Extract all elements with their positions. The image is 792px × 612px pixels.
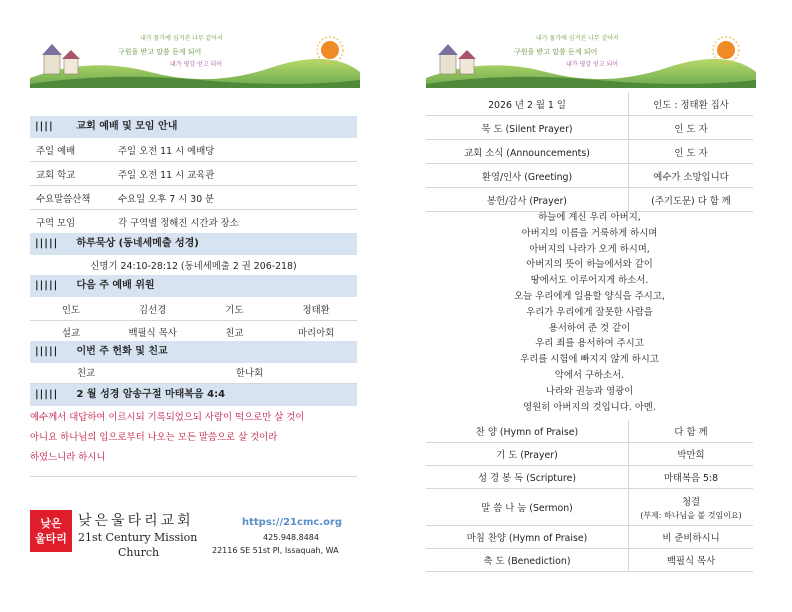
table-row — [426, 466, 753, 489]
order-item: 말 씀 나 눔 (Sermon) — [426, 489, 629, 526]
section-title: 하루묵상 (동네세메출 성경) — [76, 238, 199, 249]
section-bars: |||| — [35, 121, 54, 132]
prayer-line: 땅에서도 이루어지게 하소서. — [530, 275, 649, 287]
order-person: 예수가 소망입니다 — [629, 164, 754, 188]
row-label: 구역 모임 — [30, 210, 112, 234]
prayer-line: 영원히 아버지의 것입니다. 아멘. — [523, 401, 656, 413]
phone-number: 425.948.8484 — [263, 533, 319, 542]
section-title: 다음 주 예배 위원 — [76, 280, 155, 291]
prayer-line: 용서하여 준 것 같이 — [548, 322, 631, 334]
section-header-offering — [30, 341, 357, 363]
service-info-table — [30, 138, 357, 234]
banner-text-3: 내가 평강 얻고 되어 — [566, 61, 619, 68]
role-cell: 친교 — [194, 321, 276, 344]
row-value: 수요일 오후 7 시 30 분 — [112, 186, 357, 210]
table-row — [30, 298, 357, 321]
order-item: 찬 양 (Hymn of Praise) — [426, 420, 629, 443]
table-row — [426, 164, 753, 188]
verse-line: 예수께서 대답하여 이르시되 기록되었으되 사람이 떡으로만 살 것이 — [30, 412, 305, 423]
order-item: 봉헌/감사 (Prayer) — [426, 188, 629, 212]
memory-verse — [30, 408, 350, 468]
section-header-memory — [30, 384, 357, 406]
order-item: 2026 년 2 월 1 일 — [426, 92, 629, 116]
table-row — [426, 92, 753, 116]
table-row — [426, 549, 753, 572]
logo-line: 낮은 — [40, 517, 62, 530]
prayer-line: 악에서 구하소서. — [554, 369, 625, 381]
role-cell: 마리아회 — [275, 321, 357, 344]
section-header-service — [30, 116, 357, 138]
banner-text-2: 구원을 받고 말씀 듣게 되어 — [514, 48, 598, 56]
role-cell: 설교 — [30, 321, 112, 344]
row-value: 주일 오전 11 시 교육관 — [112, 162, 357, 186]
offering-table — [30, 361, 357, 384]
order-person: 박만희 — [629, 443, 754, 466]
prayer-line: 우리를 시험에 빠지지 않게 하시고 — [520, 354, 659, 366]
table-row — [426, 443, 753, 466]
row-label: 교회 학교 — [30, 162, 112, 186]
prayer-line: 우리 죄를 용서하여 주시고 — [535, 338, 644, 350]
order-person: 마태복음 5:8 — [629, 466, 754, 489]
row-label: 주일 예배 — [30, 138, 112, 162]
order-person: (주기도문) 다 함 께 — [629, 188, 754, 212]
banner-illustration — [30, 28, 360, 88]
table-row — [30, 138, 357, 162]
section-header-devotion — [30, 233, 357, 255]
offering-value: 한나회 — [142, 361, 357, 384]
order-person: 인 도 자 — [629, 116, 754, 140]
banner-text-2: 구원을 받고 말씀 듣게 되어 — [118, 48, 202, 56]
table-row — [30, 210, 357, 234]
worship-order-top — [426, 92, 753, 212]
banner-text-3: 내가 평강 얻고 되어 — [170, 61, 223, 68]
table-row — [426, 420, 753, 443]
section-bars: ||||| — [35, 280, 59, 291]
order-person: 인도 : 정태환 집사 — [629, 92, 754, 116]
divider — [30, 476, 357, 477]
verse-line: 하였느니라 하시니 — [30, 452, 106, 463]
section-bars: ||||| — [35, 238, 59, 249]
devotion-reading: 신명기 24:10-28:12 (동네세메출 2 권 206-218) — [90, 261, 297, 272]
role-cell: 인도 — [30, 298, 112, 321]
prayer-line: 아버지의 뜻이 하늘에서와 같이 — [526, 259, 653, 271]
role-cell: 백필식 목사 — [112, 321, 194, 344]
section-title: 교회 예배 및 모임 안내 — [76, 121, 178, 132]
sermon-title: 청결 — [681, 496, 701, 508]
prayer-line: 아버지의 이름을 거룩하게 하시며 — [521, 227, 658, 239]
order-item: 환영/인사 (Greeting) — [426, 164, 629, 188]
order-person: 비 준비하시니 — [629, 526, 754, 549]
table-row — [426, 526, 753, 549]
order-person: 인 도 자 — [629, 140, 754, 164]
role-cell: 김선경 — [112, 298, 194, 321]
sermon-cell — [629, 489, 754, 526]
order-item: 축 도 (Benediction) — [426, 549, 629, 572]
section-title: 이번 주 헌화 및 친교 — [76, 346, 168, 357]
banner-illustration — [426, 28, 756, 88]
banner-text-1: 내가 물가에 심겨진 나무 같아서 — [536, 35, 619, 42]
order-item: 마침 찬양 (Hymn of Praise) — [426, 526, 629, 549]
roles-table — [30, 298, 357, 344]
section-bars: ||||| — [35, 346, 59, 357]
table-row — [30, 361, 357, 384]
order-item: 기 도 (Prayer) — [426, 443, 629, 466]
order-person: 다 함 께 — [629, 420, 754, 443]
section-bars: ||||| — [35, 389, 59, 400]
logo-line: 울타리 — [35, 532, 67, 545]
order-item: 묵 도 (Silent Prayer) — [426, 116, 629, 140]
order-person: 백필식 목사 — [629, 549, 754, 572]
row-value: 각 구역별 정해진 시간과 장소 — [112, 210, 357, 234]
table-row — [426, 116, 753, 140]
table-row — [426, 489, 753, 526]
worship-order-bottom — [426, 420, 753, 572]
table-row — [426, 140, 753, 164]
address: 22116 SE 51st Pl, Issaquah, WA — [212, 546, 339, 555]
church-logo — [30, 510, 72, 552]
church-name-korean: 낮은울타리교회 — [78, 513, 194, 529]
website-link[interactable]: https://21cmc.org — [242, 517, 343, 528]
church-name-english: 21st Century Mission — [78, 531, 198, 544]
prayer-line: 아버지의 나라가 오게 하시며, — [529, 243, 650, 255]
table-row — [30, 162, 357, 186]
row-label: 수요말씀산책 — [30, 186, 112, 210]
role-cell: 정태환 — [275, 298, 357, 321]
section-title: 2 월 성경 암송구절 마태복음 4:4 — [76, 389, 226, 400]
banner-text-1: 내가 물가에 심겨진 나무 같아서 — [140, 35, 223, 42]
offering-label: 친교 — [30, 361, 142, 384]
order-item: 교회 소식 (Announcements) — [426, 140, 629, 164]
table-row — [30, 186, 357, 210]
prayer-line: 우리가 우리에게 잘못한 사람을 — [526, 306, 653, 318]
section-header-roles — [30, 275, 357, 297]
role-cell: 기도 — [194, 298, 276, 321]
row-value: 주일 오전 11 시 예배당 — [112, 138, 357, 162]
sermon-subtitle: (부제: 하나님을 볼 것임이요) — [640, 510, 742, 520]
right-page — [396, 0, 792, 612]
prayer-line: 오늘 우리에게 일용할 양식을 주시고, — [514, 290, 665, 302]
table-row — [426, 188, 753, 212]
prayer-line: 나라와 권능과 영광이 — [545, 385, 634, 397]
church-name-english-2: Church — [118, 546, 160, 559]
lords-prayer — [426, 210, 753, 415]
prayer-line: 하늘에 계신 우리 아버지, — [538, 212, 641, 223]
order-item: 성 경 봉 독 (Scripture) — [426, 466, 629, 489]
verse-line: 아니요 하나님의 입으로부터 나오는 모든 말씀으로 살 것이라 — [30, 432, 278, 443]
